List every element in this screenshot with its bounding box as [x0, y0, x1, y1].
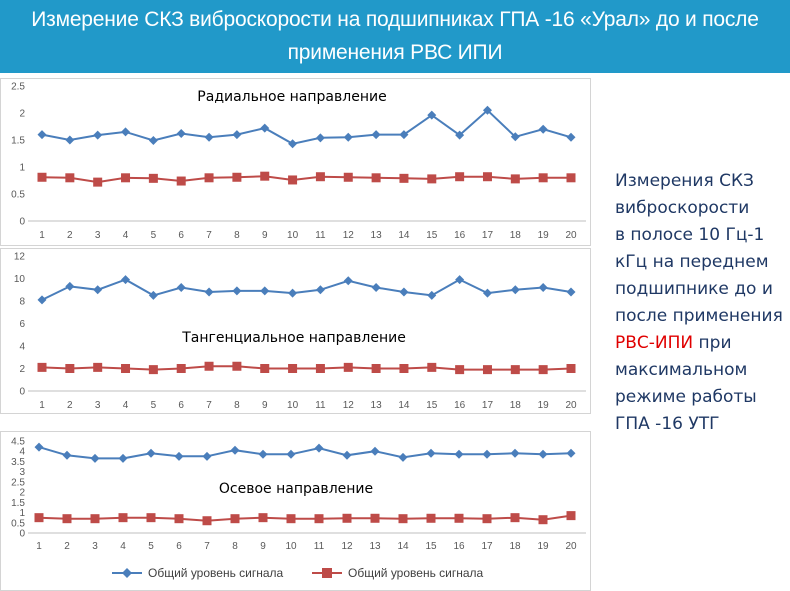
x-tick-label: 10 — [285, 541, 297, 552]
series-after-point — [371, 514, 380, 523]
series-after-point — [511, 513, 520, 522]
x-tick-label: 3 — [94, 400, 101, 411]
x-tick-label: 13 — [370, 400, 382, 411]
series-before-point — [539, 450, 548, 459]
y-tick-label: 10 — [13, 274, 25, 285]
series-before-point — [315, 444, 324, 453]
x-tick-label: 8 — [232, 541, 238, 552]
side-line-highlight — [615, 330, 785, 357]
x-tick-label: 13 — [370, 230, 382, 241]
side-line: в полосе 10 Гц-1 — [615, 225, 765, 245]
series-before-point — [205, 288, 214, 297]
x-tick-label: 8 — [234, 230, 240, 241]
series-after-point — [567, 173, 576, 182]
series-after-point — [427, 174, 436, 183]
x-tick-label: 2 — [67, 230, 73, 241]
y-tick-label: 0.5 — [11, 518, 25, 530]
series-before-line — [42, 280, 571, 300]
series-before-point — [93, 285, 102, 294]
series-after-point — [372, 173, 381, 182]
series-after-point — [121, 364, 130, 373]
y-tick-label: 1.5 — [11, 497, 25, 509]
y-tick-label: 6 — [19, 319, 25, 330]
y-tick-label: 3 — [19, 467, 25, 479]
series-after-point — [260, 172, 269, 181]
series-before-line — [42, 110, 571, 144]
series-after-point — [147, 513, 156, 522]
series-before-point — [175, 452, 184, 461]
y-tick-label: 8 — [19, 296, 25, 308]
series-after-point — [343, 514, 352, 523]
x-tick-label: 9 — [261, 230, 268, 241]
x-tick-label: 17 — [481, 400, 494, 411]
highlight-text: РВС-ИПИ — [615, 333, 694, 353]
series-after-point — [177, 364, 186, 373]
series-before-point — [371, 447, 380, 456]
x-tick-label: 11 — [315, 400, 326, 411]
series-before-point — [177, 283, 186, 292]
series-after-point — [539, 173, 548, 182]
x-tick-label: 18 — [509, 541, 521, 552]
series-before-point — [288, 289, 297, 298]
series-before-point — [205, 133, 214, 142]
chart-legend — [110, 565, 530, 583]
x-tick-label: 6 — [178, 400, 184, 411]
y-tick-label: 2.5 — [11, 81, 25, 93]
x-tick-label: 1 — [39, 230, 45, 241]
series-before-point — [344, 133, 353, 142]
series-before-point — [539, 283, 548, 292]
series-after-point — [455, 514, 464, 523]
x-tick-label: 20 — [565, 541, 577, 552]
x-tick-label: 16 — [453, 541, 465, 552]
series-after-point — [511, 365, 520, 374]
series-before-point — [427, 291, 436, 300]
series-before-point — [372, 130, 381, 139]
series-before-point — [288, 139, 297, 148]
y-tick-label: 0 — [19, 216, 25, 228]
x-tick-label: 12 — [342, 400, 354, 411]
x-tick-label: 12 — [341, 541, 353, 552]
side-line: после применения — [615, 306, 783, 326]
series-after-point — [93, 363, 102, 372]
series-after-point — [177, 177, 186, 186]
side-line: подшипнике до и — [615, 279, 773, 299]
series-after-point — [38, 363, 47, 372]
series-before-point — [399, 453, 408, 462]
y-tick-label: 0 — [19, 386, 25, 398]
series-before-point — [455, 450, 464, 459]
series-after-point — [483, 365, 492, 374]
x-tick-label: 12 — [342, 230, 354, 241]
series-after-point — [231, 514, 240, 523]
series-after-point — [539, 365, 548, 374]
series-before-point — [567, 288, 576, 297]
series-after-point — [399, 514, 408, 523]
series-before-point — [93, 131, 102, 140]
side-line: максимальном — [615, 360, 748, 380]
series-after-point — [539, 515, 548, 524]
series-after-point — [35, 513, 44, 522]
y-tick-label: 3.5 — [11, 456, 25, 468]
x-tick-label: 1 — [39, 400, 45, 411]
series-after-point — [316, 172, 325, 181]
legend-label-after: Общий уровень сигнала — [348, 566, 484, 580]
x-tick-label: 4 — [122, 230, 129, 241]
series-before-point — [483, 289, 492, 298]
series-after-point — [260, 364, 269, 373]
x-tick-label: 5 — [148, 541, 154, 552]
series-after-point — [205, 362, 214, 371]
x-tick-label: 15 — [426, 400, 438, 411]
legend-label-before: Общий уровень сигнала — [148, 566, 284, 580]
series-after-point — [232, 362, 241, 371]
series-after-point — [288, 364, 297, 373]
series-before-point — [147, 449, 156, 458]
x-tick-label: 5 — [150, 230, 157, 241]
after-highlight-text: при — [693, 333, 732, 353]
side-line: ГПА -16 УТГ — [615, 414, 720, 434]
x-tick-label: 17 — [481, 541, 493, 552]
y-tick-label: 12 — [13, 251, 25, 263]
series-after-point — [121, 173, 130, 182]
series-after-point — [427, 363, 436, 372]
series-before-point — [65, 136, 74, 145]
y-tick-label: 2 — [19, 364, 25, 375]
series-after-point — [455, 172, 464, 181]
series-before-point — [38, 130, 47, 139]
series-before-point — [121, 275, 130, 284]
series-after-point — [483, 514, 492, 523]
y-tick-label: 1.5 — [11, 135, 25, 147]
side-line: Измерения СКЗ — [615, 171, 754, 191]
series-before-point — [149, 136, 158, 145]
y-tick-label: 2 — [19, 487, 25, 499]
x-tick-label: 3 — [94, 230, 101, 241]
series-before-point — [203, 452, 212, 461]
x-tick-label: 6 — [178, 230, 184, 241]
series-before-point — [455, 275, 464, 284]
x-tick-label: 19 — [537, 230, 549, 241]
x-tick-label: 8 — [234, 400, 240, 411]
diamond-marker-icon — [110, 565, 144, 583]
y-tick-label: 4 — [19, 341, 25, 353]
slide-title-line-2: применения РВС ИПИ — [287, 41, 503, 64]
x-tick-label: 16 — [454, 400, 466, 411]
series-after-point — [287, 514, 296, 523]
series-before-point — [231, 446, 240, 455]
series-before-point — [316, 133, 325, 142]
y-tick-label: 1 — [19, 508, 25, 520]
series-before-point — [259, 450, 268, 459]
series-before-point — [260, 286, 269, 295]
series-after-point — [344, 173, 353, 182]
series-after-point — [372, 364, 381, 373]
x-tick-label: 20 — [565, 400, 577, 411]
x-tick-label: 19 — [537, 400, 549, 411]
series-after-point — [455, 365, 464, 374]
series-before-point — [511, 449, 520, 458]
side-description — [615, 168, 785, 438]
chart-direction-title: Тангенциальное направление — [182, 330, 406, 346]
series-before-point — [427, 449, 436, 458]
x-tick-label: 10 — [287, 400, 299, 411]
series-after-point — [149, 365, 158, 374]
series-before-point — [343, 451, 352, 460]
series-before-point — [63, 451, 72, 460]
series-before-point — [91, 454, 100, 463]
series-after-point — [93, 178, 102, 187]
series-before-point — [65, 282, 74, 291]
series-after-point — [65, 364, 74, 373]
y-tick-label: 1 — [19, 162, 25, 174]
x-tick-label: 4 — [120, 541, 126, 552]
x-tick-label: 14 — [398, 230, 410, 241]
series-after-point — [427, 514, 436, 523]
x-tick-label: 13 — [369, 541, 381, 552]
series-before-point — [483, 450, 492, 459]
series-after-point — [63, 514, 72, 523]
series-after-point — [344, 363, 353, 372]
series-after-point — [175, 514, 184, 523]
series-after-point — [149, 174, 158, 183]
series-after-point — [399, 364, 408, 373]
series-after-point — [567, 511, 576, 520]
legend-item-after — [310, 565, 530, 583]
series-before-point — [567, 133, 576, 142]
series-after-point — [399, 174, 408, 183]
legend-item-before — [110, 565, 310, 583]
x-tick-label: 1 — [36, 541, 42, 552]
series-before-point — [35, 443, 44, 452]
series-before-point — [232, 130, 241, 139]
x-tick-label: 14 — [397, 541, 409, 552]
series-before-point — [567, 449, 576, 458]
x-tick-label: 18 — [509, 230, 521, 241]
x-tick-label: 7 — [206, 400, 212, 411]
x-tick-label: 16 — [454, 230, 466, 241]
series-after-point — [483, 172, 492, 181]
series-before-point — [38, 295, 47, 304]
x-tick-label: 3 — [92, 541, 98, 552]
x-tick-label: 11 — [313, 541, 325, 552]
x-tick-label: 5 — [150, 400, 157, 411]
slide-title-line-1: Измерение СКЗ виброскорости на подшипниках ГПА -16 «Урал» до и после — [31, 8, 759, 31]
chart-direction-title: Осевое направление — [218, 481, 374, 497]
y-tick-label: 2 — [19, 108, 25, 120]
series-after-point — [567, 364, 576, 373]
side-line: кГц на переднем — [615, 252, 769, 272]
series-after-point — [205, 173, 214, 182]
side-line: режиме работы — [615, 387, 757, 407]
x-tick-label: 4 — [122, 400, 129, 411]
series-before-point — [287, 450, 296, 459]
series-after-point — [288, 175, 297, 184]
square-marker-icon — [310, 565, 344, 583]
x-tick-label: 15 — [425, 541, 437, 552]
series-before-point — [260, 124, 269, 133]
series-after-point — [511, 174, 520, 183]
series-after-point — [65, 173, 74, 182]
y-tick-label: 2.5 — [11, 477, 25, 489]
series-after-point — [38, 173, 47, 182]
series-before-point — [119, 454, 128, 463]
series-before-line — [39, 447, 571, 458]
x-tick-label: 15 — [426, 230, 438, 241]
y-tick-label: 0 — [19, 528, 25, 540]
x-tick-label: 7 — [206, 230, 212, 241]
x-tick-label: 20 — [565, 230, 577, 241]
x-tick-label: 9 — [260, 541, 266, 552]
series-after-point — [315, 514, 324, 523]
series-before-point — [372, 283, 381, 292]
x-tick-label: 2 — [67, 400, 73, 411]
series-after-point — [232, 173, 241, 182]
series-before-point — [232, 286, 241, 295]
x-tick-label: 17 — [481, 230, 494, 241]
series-before-point — [121, 127, 130, 136]
x-tick-label: 2 — [64, 541, 70, 552]
series-before-point — [511, 285, 520, 294]
side-line: виброскорости — [615, 198, 750, 218]
chart-direction-title: Радиальное направление — [197, 89, 387, 105]
series-before-point — [316, 285, 325, 294]
x-tick-label: 14 — [398, 400, 410, 411]
series-before-point — [177, 129, 186, 138]
x-tick-label: 9 — [261, 400, 268, 411]
x-tick-label: 7 — [204, 541, 210, 552]
x-tick-label: 6 — [176, 541, 182, 552]
series-after-point — [119, 513, 128, 522]
x-tick-label: 11 — [315, 230, 326, 241]
x-tick-label: 18 — [509, 400, 521, 411]
y-tick-label: 0.5 — [11, 189, 25, 201]
series-after-point — [259, 513, 268, 522]
x-tick-label: 19 — [537, 541, 549, 552]
series-after-point — [316, 364, 325, 373]
series-before-point — [149, 291, 158, 300]
series-after-point — [91, 514, 100, 523]
series-before-point — [344, 276, 353, 285]
y-tick-label: 4.5 — [11, 436, 25, 448]
series-after-point — [203, 516, 212, 525]
series-before-point — [399, 288, 408, 297]
y-tick-label: 4 — [19, 446, 25, 458]
series-before-point — [539, 125, 548, 134]
x-tick-label: 10 — [287, 230, 299, 241]
